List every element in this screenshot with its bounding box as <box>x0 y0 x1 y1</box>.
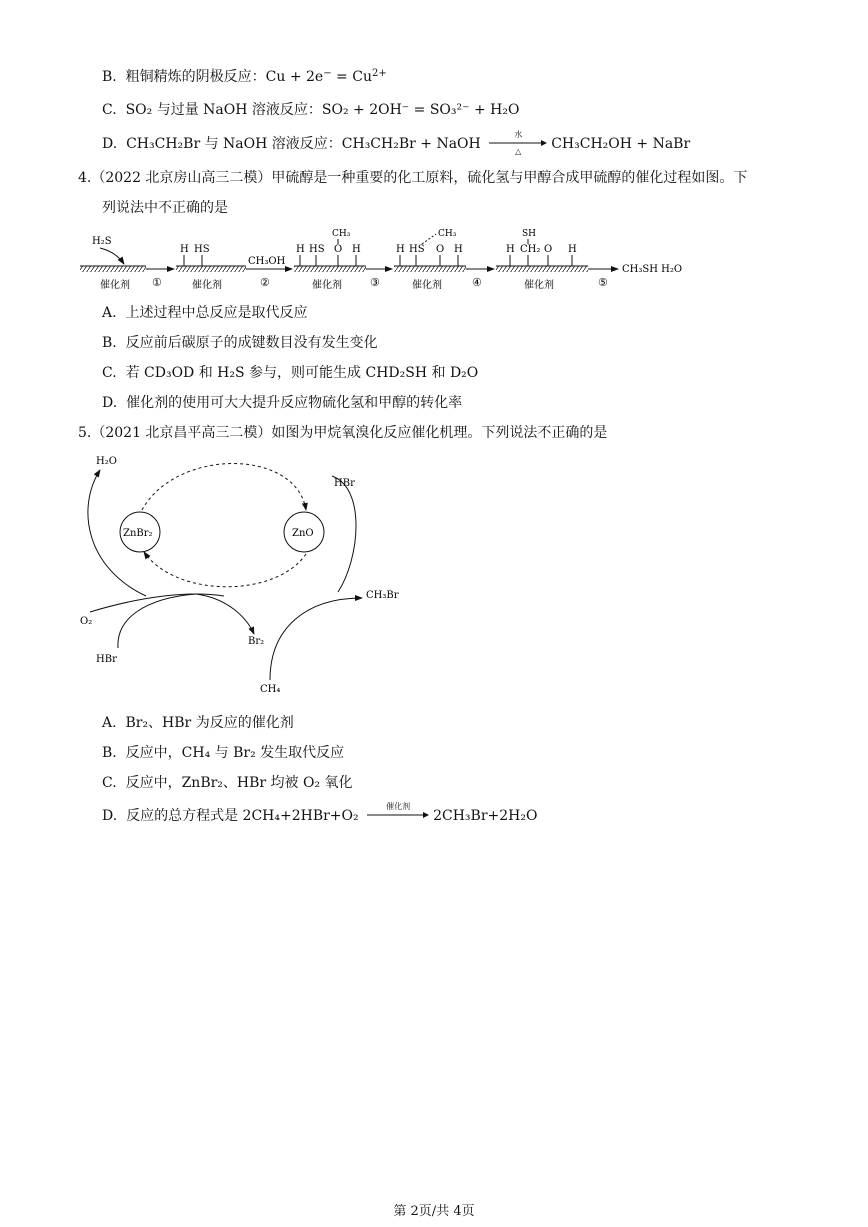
q5-option-b <box>102 743 344 763</box>
products-label: CH₃SH H₂O <box>622 264 683 275</box>
h2s-label: H₂S <box>92 236 112 247</box>
option-text: Br₂、HBr 为反应的催化剂 <box>125 715 294 731</box>
option-label: C. <box>102 775 117 791</box>
o-atom: O <box>544 244 553 255</box>
option-label: D. <box>102 808 118 824</box>
ch3br-label: CH₃Br <box>366 590 399 601</box>
option-text: 反应中，CH₄ 与 Br₂ 发生取代反应 <box>125 745 345 761</box>
o-atom: O <box>334 244 343 255</box>
catalyst-label: 催化剂 <box>192 280 222 291</box>
reaction-arrow <box>367 802 429 826</box>
option-label: C. <box>102 365 117 381</box>
option-text-product: CH₃CH₂OH + NaBr <box>551 136 691 152</box>
option-label: D. <box>102 395 118 411</box>
option-label: A. <box>102 715 117 731</box>
arrow-icon <box>489 140 547 146</box>
option-label: B. <box>102 69 117 85</box>
option-label: A. <box>102 305 117 321</box>
znbr2-label: ZnBr₂ <box>123 528 153 539</box>
option-text: 反应的总方程式是 2CH₄+2HBr+O₂ <box>126 808 359 824</box>
q4-stem-line1: 4.（2022 北京房山高三二模）甲硫醇是一种重要的化工原料，硫化氢与甲醇合成甲硫醇的催化过程如图。下 <box>78 170 748 186</box>
option-text-product: 2CH₃Br+2H₂O <box>433 808 538 824</box>
option-text: 反应中，ZnBr₂、HBr 均被 O₂ 氧化 <box>125 775 353 791</box>
q5-option-d <box>102 802 538 826</box>
h-atom: H <box>296 244 305 255</box>
q5-stem: 5.（2021 北京昌平高三二模）如图为甲烷氧溴化反应催化机理。下列说法不正确的是 <box>78 425 608 441</box>
option-label: B. <box>102 745 117 761</box>
o2-label: O₂ <box>80 616 93 627</box>
h2o-label: H₂O <box>96 456 117 467</box>
option-text: 催化剂的使用可大大提升反应物硫化氢和甲醇的转化率 <box>126 395 463 411</box>
option-label: B. <box>102 335 117 351</box>
arrow-icon <box>367 812 429 818</box>
q5-option-a <box>102 713 294 733</box>
catalyst-surface <box>294 266 366 272</box>
equation: Cu + 2e <box>265 69 324 85</box>
catalyst-surface <box>176 266 246 272</box>
ch3-group: CH₃ <box>332 229 351 239</box>
q4-stem-line2: 列说法中不正确的是 <box>102 200 228 216</box>
q5-mechanism-diagram <box>76 448 416 698</box>
q4-option-d <box>102 393 462 413</box>
q3-option-b: B. 粗铜精炼的阴极反应：$Cu + 2e^- = Cu^{2+}$ <box>102 68 387 85</box>
page-footer: 第 2页/共 4页 <box>393 1204 475 1219</box>
option-text: 粗铜精炼的阴极反应： <box>125 69 266 85</box>
q4-option-b <box>102 333 378 353</box>
q5-option-c <box>102 773 353 793</box>
ch3-group: CH₃ <box>438 229 457 239</box>
o-atom: O <box>436 244 445 255</box>
hbr-bottom-label: HBr <box>96 654 117 665</box>
equation: SO₂ + 2OH⁻ = SO₃²⁻ + H₂O <box>321 102 520 118</box>
step-number: ⑤ <box>598 276 608 289</box>
catalyst-label: 催化剂 <box>412 280 442 291</box>
q3-option-d <box>102 130 691 156</box>
option-label: C. <box>102 102 117 118</box>
q4-option-c <box>102 363 478 383</box>
arrow-condition-bottom: △ <box>515 147 522 156</box>
ch2-group: CH₂ <box>520 244 541 255</box>
step-number: ① <box>152 276 162 289</box>
option-text: 上述过程中总反应是取代反应 <box>125 305 308 321</box>
h-atom: H <box>180 244 189 255</box>
q4-catalysis-diagram <box>76 222 696 298</box>
option-text: SO₂ 与过量 NaOH 溶液反应： <box>125 102 322 118</box>
equation-rhs: = Cu <box>331 69 372 85</box>
h-atom: H <box>568 244 577 255</box>
catalyst-surface <box>80 266 146 272</box>
step-number: ② <box>260 276 270 289</box>
br2-label: Br₂ <box>248 636 265 647</box>
q3-option-c <box>102 100 519 120</box>
option-text: 若 CD₃OD 和 H₂S 参与，则可能生成 CHD₂SH 和 D₂O <box>125 365 479 381</box>
h-atom: H <box>454 244 463 255</box>
catalyst-surface <box>394 266 466 272</box>
ch4-label: CH₄ <box>260 684 281 695</box>
sh-group: SH <box>522 229 537 239</box>
catalyst-label: 催化剂 <box>100 280 130 291</box>
option-text: CH₃CH₂Br 与 NaOH 溶液反应：CH₃CH₂Br + NaOH <box>126 136 481 152</box>
h-atom: H <box>506 244 515 255</box>
step-number: ④ <box>472 276 482 289</box>
arrow-condition-top: 水 <box>514 130 523 139</box>
hbr-top-label: HBr <box>334 478 355 489</box>
option-label: D. <box>102 136 118 152</box>
hs-group: HS <box>309 244 325 255</box>
catalyst-surface <box>496 266 588 272</box>
q4-option-a <box>102 303 307 323</box>
hs-group: HS <box>194 244 210 255</box>
option-text: 反应前后碳原子的成键数目没有发生变化 <box>125 335 378 351</box>
catalyst-label: 催化剂 <box>524 280 554 291</box>
reaction-arrow <box>489 130 547 156</box>
h-atom: H <box>396 244 405 255</box>
zno-label: ZnO <box>292 528 314 539</box>
arrow-condition-top: 催化剂 <box>386 802 411 811</box>
ch3oh-label: CH₃OH <box>248 256 286 267</box>
h-atom: H <box>352 244 361 255</box>
hs-group: HS <box>409 244 425 255</box>
step-number: ③ <box>370 276 380 289</box>
catalyst-label: 催化剂 <box>312 280 342 291</box>
